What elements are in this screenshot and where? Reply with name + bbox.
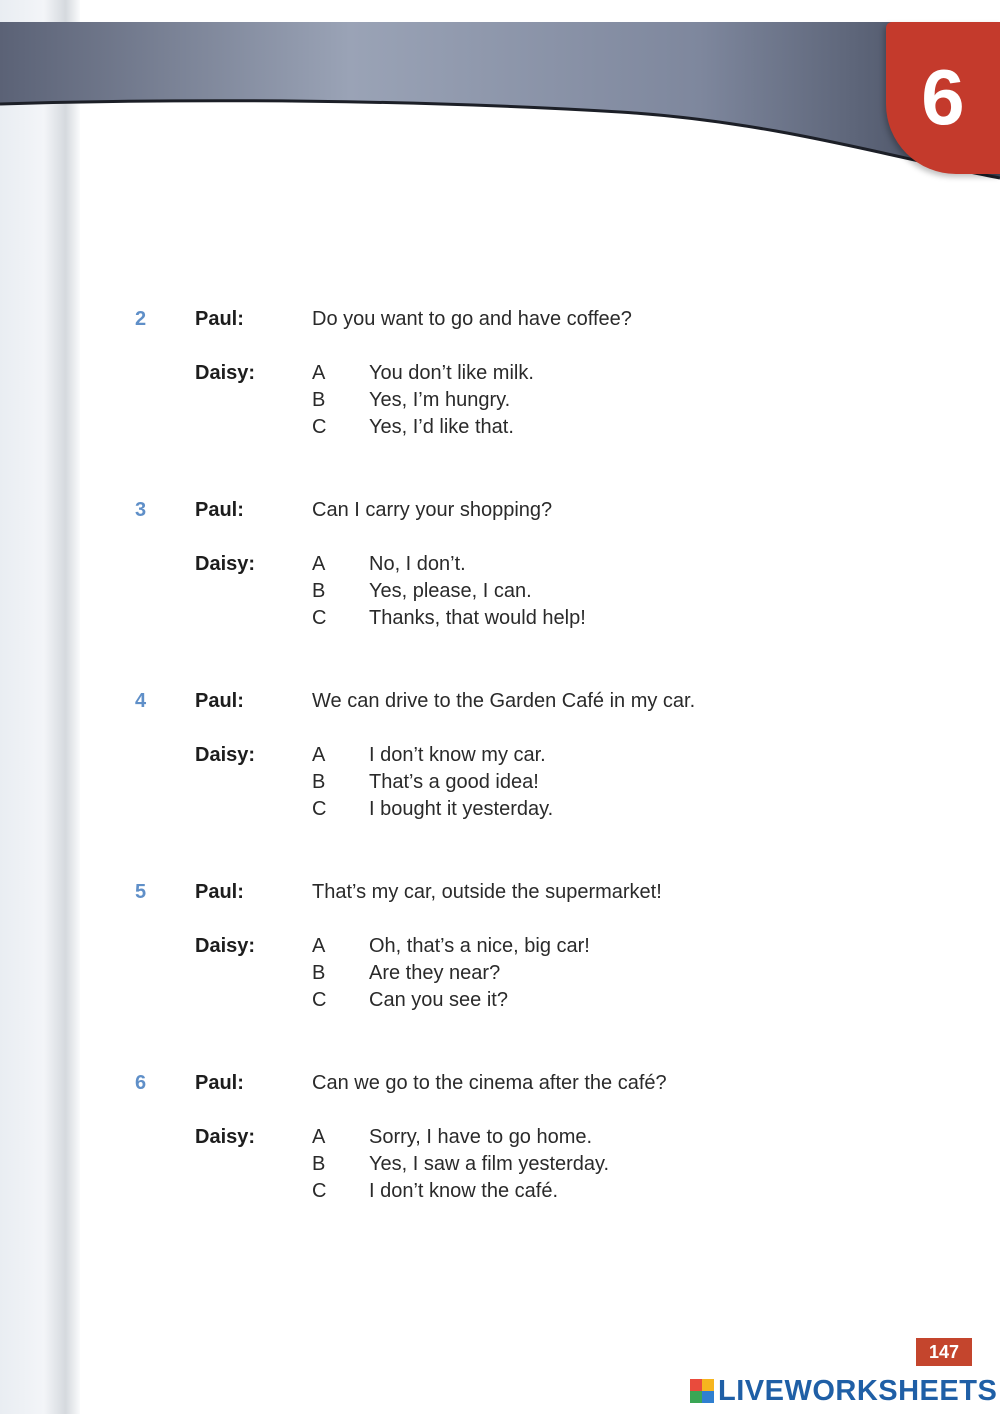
option-text: I don’t know the café.	[369, 1180, 559, 1202]
option-text: Can you see it?	[369, 989, 508, 1011]
option-text: Yes, I saw a film yesterday.	[369, 1153, 610, 1175]
option-letter: A	[312, 362, 326, 384]
option-c[interactable]	[312, 607, 586, 630]
option-letter: A	[312, 1126, 326, 1148]
question-prompt: We can drive to the Garden Café in my car.	[312, 690, 696, 712]
option-letter: A	[312, 553, 326, 575]
question-4	[0, 690, 1000, 860]
option-a[interactable]	[312, 935, 590, 958]
chapter-number: 6	[921, 53, 965, 141]
option-text: That’s a good idea!	[369, 771, 539, 793]
option-b[interactable]	[312, 771, 539, 794]
option-c[interactable]	[312, 989, 508, 1012]
option-text: I don’t know my car.	[369, 744, 546, 766]
option-text: Thanks, that would help!	[369, 607, 586, 629]
option-text: Sorry, I have to go home.	[369, 1126, 593, 1148]
speaker-paul: Paul:	[195, 1072, 244, 1094]
option-c[interactable]	[312, 798, 553, 821]
speaker-paul: Paul:	[195, 881, 244, 903]
option-letter: B	[312, 580, 326, 602]
question-prompt: That’s my car, outside the supermarket!	[312, 881, 662, 903]
option-c[interactable]	[312, 1180, 558, 1203]
option-letter: C	[312, 416, 327, 438]
option-text: Yes, please, I can.	[369, 580, 532, 602]
option-letter: B	[312, 962, 326, 984]
option-text: Are they near?	[369, 962, 501, 984]
speaker-daisy: Daisy:	[195, 553, 256, 575]
question-6	[0, 1072, 1000, 1242]
question-prompt: Can I carry your shopping?	[312, 499, 553, 521]
option-letter: B	[312, 389, 326, 411]
liveworksheets-watermark	[690, 1374, 997, 1408]
option-b[interactable]	[312, 1153, 609, 1176]
option-letter: C	[312, 989, 327, 1011]
question-2	[0, 308, 1000, 478]
option-letter: B	[312, 1153, 326, 1175]
option-letter: B	[312, 771, 326, 793]
question-number: 2	[135, 308, 147, 330]
option-b[interactable]	[312, 580, 532, 603]
option-letter: C	[312, 798, 327, 820]
option-text: Yes, I’m hungry.	[369, 389, 511, 411]
header-banner	[0, 0, 1000, 200]
speaker-paul: Paul:	[195, 690, 244, 712]
question-prompt: Do you want to go and have coffee?	[312, 308, 632, 330]
page-number: 147	[916, 1338, 972, 1366]
liveworksheets-logo-icon	[690, 1379, 714, 1403]
option-letter: C	[312, 1180, 327, 1202]
question-prompt: Can we go to the cinema after the café?	[312, 1072, 667, 1094]
option-text: Oh, that’s a nice, big car!	[369, 935, 590, 957]
option-text: You don’t like milk.	[369, 362, 534, 384]
option-text: No, I don’t.	[369, 553, 466, 575]
speaker-paul: Paul:	[195, 308, 244, 330]
speaker-paul: Paul:	[195, 499, 244, 521]
speaker-daisy: Daisy:	[195, 744, 256, 766]
question-3	[0, 499, 1000, 669]
watermark-text: LIVEWORKSHEETS	[718, 1374, 998, 1407]
option-a[interactable]	[312, 362, 534, 385]
question-5	[0, 881, 1000, 1051]
option-a[interactable]	[312, 553, 466, 576]
option-a[interactable]	[312, 744, 546, 767]
option-letter: C	[312, 607, 327, 629]
speaker-daisy: Daisy:	[195, 935, 256, 957]
question-number: 5	[135, 881, 147, 903]
question-number: 3	[135, 499, 147, 521]
option-text: I bought it yesterday.	[369, 798, 554, 820]
option-c[interactable]	[312, 416, 514, 439]
speaker-daisy: Daisy:	[195, 362, 256, 384]
question-number: 4	[135, 690, 147, 712]
option-letter: A	[312, 935, 326, 957]
option-letter: A	[312, 744, 326, 766]
question-number: 6	[135, 1072, 147, 1094]
option-b[interactable]	[312, 962, 500, 985]
speaker-daisy: Daisy:	[195, 1126, 256, 1148]
option-b[interactable]	[312, 389, 510, 412]
option-a[interactable]	[312, 1126, 592, 1149]
option-text: Yes, I’d like that.	[369, 416, 514, 438]
